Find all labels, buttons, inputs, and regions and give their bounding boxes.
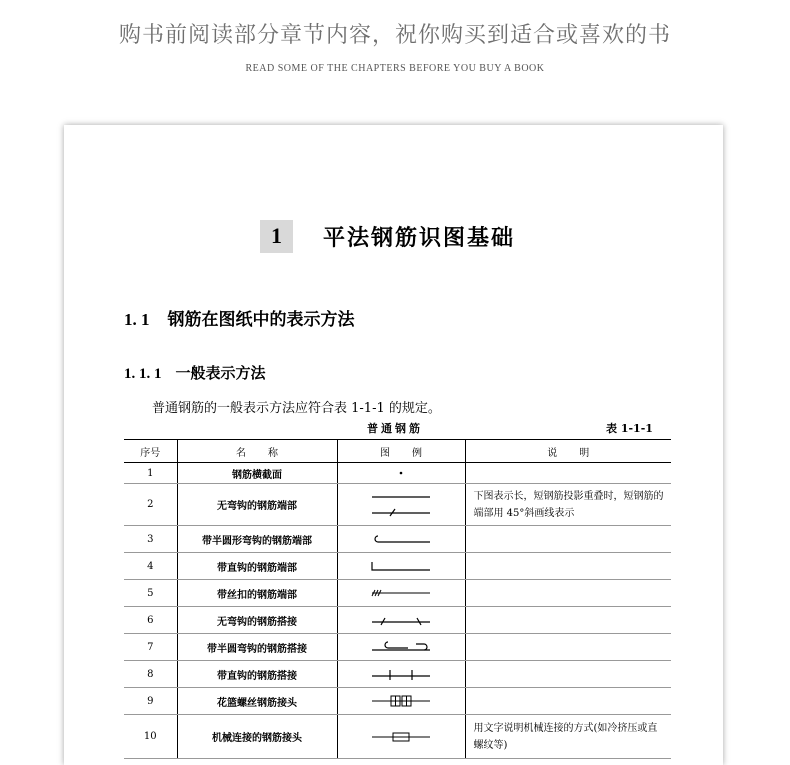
row-desc [465,607,671,634]
header-title: 购书前阅读部分章节内容，祝你购买到适合或喜欢的书 [118,23,671,48]
row-desc [465,463,671,484]
table-label: 表 1-1-1 [606,422,653,435]
subsection-number: 1. 1. 1 [124,366,162,382]
row-no: 5 [124,580,177,607]
mechanical-joint-symbol [337,715,465,759]
row-name: 无弯钩的钢筋端部 [177,484,337,526]
row-no: 8 [124,661,177,688]
lap-semicircular-hook-symbol [337,634,465,661]
section-title: 钢筋在图纸中的表示方法 [167,310,355,330]
row-no: 9 [124,688,177,715]
table-row [124,553,671,580]
row-desc [465,553,671,580]
col-header-symbol: 图例 [337,440,465,463]
row-desc: 下图表示长，短钢筋投影重叠时，短钢筋的端部用 45°斜画线表示 [465,484,671,526]
row-name: 带直钩的钢筋搭接 [177,661,337,688]
row-no: 3 [124,526,177,553]
table-caption: 普通钢筋 [367,422,423,435]
row-desc [465,688,671,715]
col-header-name: 名称 [177,440,337,463]
body-paragraph: 普通钢筋的一般表示方法应符合表 1-1-1 的规定。 [152,401,441,416]
row-no: 10 [124,715,177,759]
table-row [124,484,671,526]
row-desc [465,661,671,688]
row-name: 带半圆弯钩的钢筋搭接 [177,634,337,661]
table-row [124,715,671,759]
table-row [124,607,671,634]
bar-end-no-hook-symbol [337,484,465,526]
semicircular-hook-symbol [337,526,465,553]
row-no: 1 [124,463,177,484]
row-name: 带直钩的钢筋端部 [177,553,337,580]
row-name: 无弯钩的钢筋搭接 [177,607,337,634]
threaded-end-symbol [337,580,465,607]
row-name: 钢筋横截面 [177,463,337,484]
table-row [124,634,671,661]
table-row [124,661,671,688]
row-no: 6 [124,607,177,634]
lap-straight-hook-symbol [337,661,465,688]
row-desc [465,634,671,661]
col-header-no: 序号 [124,440,177,463]
table-row [124,688,671,715]
straight-hook-symbol [337,553,465,580]
chapter-heading [260,219,515,253]
row-desc: 用文字说明机械连接的方式(如冷挤压或直螺纹等) [465,715,671,759]
section-heading [124,305,355,330]
header-subtitle: READ SOME OF THE CHAPTERS BEFORE YOU BUY A BOOK [245,63,545,74]
row-name: 带丝扣的钢筋端部 [177,580,337,607]
row-name: 花篮螺丝钢筋接头 [177,688,337,715]
subsection-heading [124,362,266,383]
table-header-row [124,440,671,463]
row-no: 2 [124,484,177,526]
row-desc [465,580,671,607]
lap-no-hook-symbol [337,607,465,634]
row-name: 带半圆形弯钩的钢筋端部 [177,526,337,553]
rebar-table [124,439,671,759]
table-row [124,580,671,607]
col-header-desc: 说明 [465,440,671,463]
subsection-title: 一般表示方法 [175,364,266,382]
row-no: 4 [124,553,177,580]
turnbuckle-joint-symbol [337,688,465,715]
row-desc [465,526,671,553]
row-no: 7 [124,634,177,661]
cross-section-dot-symbol [337,463,465,484]
chapter-number: 1 [260,220,293,253]
table-row [124,463,671,484]
section-number: 1. 1 [124,310,150,329]
row-name: 机械连接的钢筋接头 [177,715,337,759]
table-row [124,526,671,553]
book-page [64,125,723,765]
chapter-title: 平法钢筋识图基础 [323,225,516,251]
